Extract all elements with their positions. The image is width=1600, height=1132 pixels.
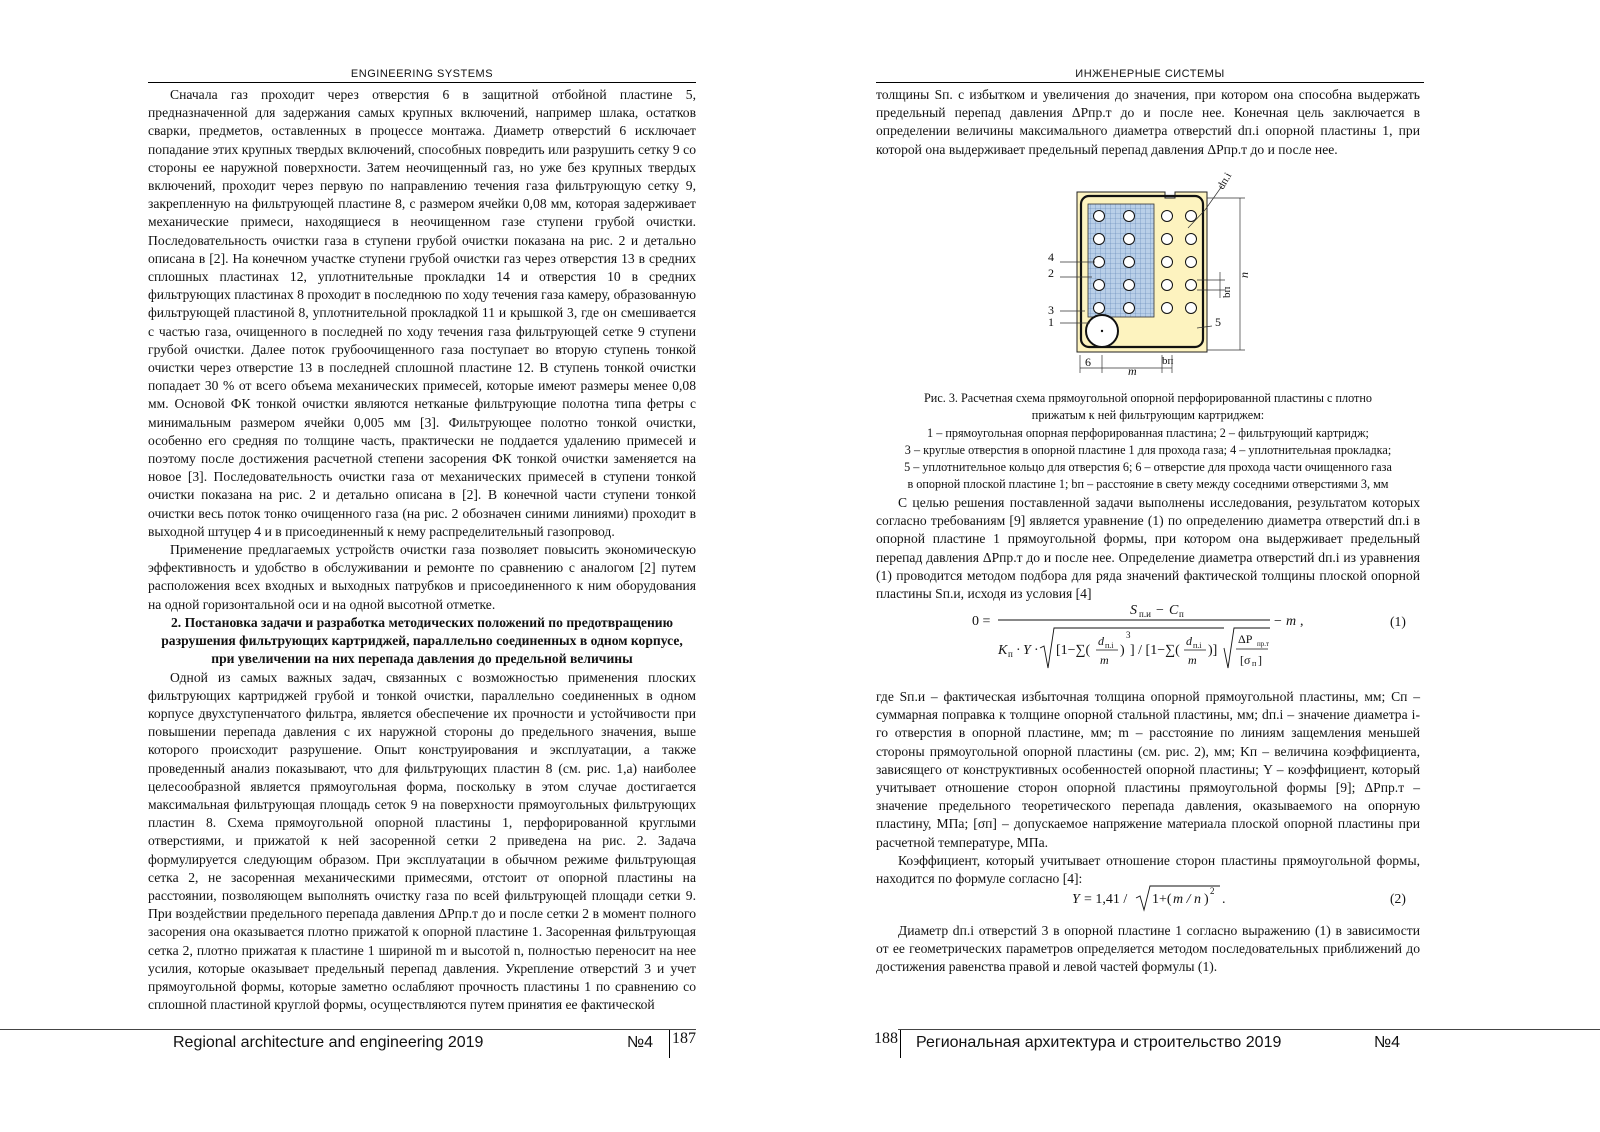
page-number: 187 xyxy=(669,1030,696,1058)
paragraph: где Sп.и – фактическая избыточная толщина опорной прямоугольной пластины, мм; Cп – суммарная поправка к толщине опорной стальной пластины, мм; dп.i – значение диаметра i-го отверстия в опорной пластине, мм; m – расстояние по линиям защемления меньшей стороны прямоугольной опорной пластины (см. рис. 2), мм; Kп – величина коэффициента, зависящего от конструктивных особенностей опорной пластины; Y – коэффициент, который учитывает отношение сторон опорной пластины прямоугольной формы [9]; ΔPпр.т – значение предельного теоретического перепада давления, оказываемого на опорную пластину, МПа; [σп] – допускаемое напряжение материала плоской опорной пластины при расчетной температуре, МПа. xyxy=(876,689,1420,850)
footer-issue: №4 xyxy=(1374,1034,1401,1051)
paragraph: Коэффициент, который учитывает отношение сторон пластины прямоугольной формы, находится по формуле согласно [4]: xyxy=(876,852,1420,887)
svg-text:Y: Y xyxy=(1023,643,1031,658)
footer-journal-title: Regional architecture and engineering 2019 xyxy=(173,1034,484,1051)
label-4: 4 xyxy=(1048,250,1054,264)
equation-1-number: (1) xyxy=(1390,614,1406,629)
svg-text:= 1,41 /: = 1,41 / xyxy=(1084,892,1128,907)
header-rule xyxy=(148,82,696,83)
label-5: 5 xyxy=(1215,315,1221,329)
svg-text:·: · xyxy=(1016,643,1021,658)
svg-text:.: . xyxy=(1222,892,1226,907)
svg-text:[σ: [σ xyxy=(1240,653,1251,667)
running-header: ENGINEERING SYSTEMS xyxy=(350,68,494,80)
paragraph: Одной из самых важных задач, связанных с возможностью применения плоских фильтрующих картриджей грубой и тонкой очистки, параллельно соединенных в одном корпусе двухступенчатого фильтра, является обеспечение их прочности и устойчивости при повышении перепада давления с их наружной стороны до предельного значения, выше которого происходит разрушение. Опыт конструирования и эксплуатации, а также проведенный анализ показывают, что для фильтрующих пластин 8 (см. рис. 1,а) наиболее целесообразной является прямоугольная форма, поскольку в этом случае достигается максимальная фильтрующая площадь сеток 9 на поверхности прямоугольных фильтрующих пластин 8. Схема прямоугольной опорной пластины 1, перфорированной круглыми отверстиями, и прижатой к ней засоренной сетки 2 приведена на рис. 2. Задача формулируется следующим образом. При эксплуатации в обычном режиме фильтрующая сетка 2, не засоренная механическими примесями, отстоит от опорной пластины на расстоянии, позволяющем выполнять очистку газа по всей фильтрующей площади сетки 9. При воздействии предельного перепада давления ΔPпр.т до и после сетки 2 в момент полного засорения она оказывается плотно прижатой к опорной пластине 1. Засоренная фильтрующая сетка 2, плотно прижатая к пластине 1 шириной m и высотой n, полностью переносит на нее усилия, которые оказывает предельный перепад давления. Укрепление отверстий 3 и учет прямоугольной формы, которые заметно ослабляют прочность пластины 1 по сравнению со сплошной пластиной круглой формы, осуществляются путем принятия ее фактической xyxy=(148,669,696,1013)
svg-text:п.i: п.i xyxy=(1105,641,1114,650)
caption-line: 1 – прямоугольная опорная перфорированная пластина; 2 – фильтрующий картридж; xyxy=(927,425,1369,440)
svg-text:п: п xyxy=(1008,649,1013,659)
svg-text:S: S xyxy=(1130,603,1137,618)
svg-text:1+(: 1+( xyxy=(1152,892,1172,907)
right-page xyxy=(800,0,1600,1132)
svg-text:п: п xyxy=(1179,609,1184,619)
right-para-d xyxy=(876,922,1420,977)
footer-rule xyxy=(898,1029,1600,1030)
page-number: 188 xyxy=(872,1030,901,1058)
svg-text:−: − xyxy=(1156,603,1164,618)
svg-text:п.и: п.и xyxy=(1139,609,1151,619)
footer-issue: №4 xyxy=(627,1034,654,1051)
label-bn-v: bп xyxy=(1221,286,1233,298)
svg-text:m: m xyxy=(1188,653,1197,667)
right-para-a xyxy=(876,494,1420,603)
right-para-b xyxy=(876,688,1420,888)
paragraph: толщины Sп. с избытком и увеличения до значения, при котором она способна выдержать предельный перепад давления ΔPпр.т до и после нее. Конечная цель заключается в определении величины максимального диаметра отверстий dп.i опорной пластины 1, при которой она выдерживает предельный перепад давления ΔPпр.т до и после нее. xyxy=(876,87,1420,157)
svg-text:] / [1−∑(: ] / [1−∑( xyxy=(1130,643,1180,658)
caption-line: прижатым к ней фильтрующим картриджем: xyxy=(1031,408,1265,423)
svg-text:Y: Y xyxy=(1072,892,1080,907)
equation-1 xyxy=(970,598,1340,678)
figure-caption xyxy=(876,390,1420,494)
svg-text:m / n: m / n xyxy=(1173,892,1201,907)
svg-text:]: ] xyxy=(1258,653,1262,667)
caption-line: 5 – уплотнительное кольцо для отверстия 6; 6 – отверстие для прохода части очищенного газа xyxy=(904,460,1392,475)
paragraph: Сначала газ проходит через отверстия 6 в защитной отбойной пластине 5, предназначенной для задержания самых крупных включений, например шлака, остатков сварки, предметов, оставленных в процессе монтажа. Диаметр отверстий 6 исключает попадание этих крупных твердых включений, способных повредить или разрушить сетку 9 со стороны ее наружной поверхности. Затем неочищенный газ, но уже без крупных твердых включений, проходит через первую по направлению течения газа фильтрующую сетку 9, закрепленную на фильтрующей пластине 8, с размером ячейки 0,08 мм, которая задерживает механические примеси, находящиеся в неочищенном газе ступени грубой очистки. Последовательность очистки газа в ступени грубой очистки показана на рис. 2 и детально описана в [2]. На конечном участке ступени грубой очистки газ через отверстия 13 в средних сплошных пластинах 12, уплотнительные прокладки 14 и отверстия 10 в средних фильтрующих пластинах 8 проходит в последнюю по ходу течения газа камеру, образованную фильтрующей пластиной 8, уплотнительной прокладкой 11 и крышкой 3, где он смешивается с частью газа, очищенного в последней по ходу течения газа фильтрующей сетке 9 ступени грубой очистки. Далее поток грубоочищенного газа поступает во вторую ступень тонкой очистки через отверстие 13 в последней сплошной пластине 12. В ступень тонкой очистки попадает 30 % от всего объема механических примесей, которые имеют размеры менее 0,08 мм. Основой ФК тонкой очистки являются нетканые фильтрующие полотна типа фетры с минимальным размером ячейки 0,005 мм [3]. Фильтрующее полотно тонкой очистки, особенно его средняя по толщине часть, практически не поддается удалению примесей и поэтому после достижения расчетной степени засорения ФК тонкой очистки заменяется на новое [3]. Последовательность очистки газа от механических примесей в ступени тонкой очистки показана на рис. 2 и детально описана в [2]. В конечной части ступени тонкой очистки весь поток тонко очищенного газа (на рис. 2 обозначен синими линиями) проходит в выходной штуцер 4 и в присоединенный к нему распределительный газопровод. xyxy=(148,87,696,539)
svg-text:2: 2 xyxy=(1210,886,1215,896)
svg-text:)]: )] xyxy=(1208,643,1218,658)
svg-text:,: , xyxy=(1300,614,1304,629)
figure-3-diagram xyxy=(1040,168,1280,383)
svg-text:3: 3 xyxy=(1126,630,1131,640)
svg-text:[1−∑(: [1−∑( xyxy=(1056,643,1091,658)
paragraph: Диаметр dп.i отверстий 3 в опорной пластине 1 согласно выражению (1) в зависимости от ее геометрических параметров определяется методом последовательных приближений до достижения равенства правой и левой частей формулы (1). xyxy=(876,923,1420,975)
header-rule xyxy=(876,82,1424,83)
svg-text:−: − xyxy=(1274,614,1282,629)
caption-line: Рис. 3. Расчетная схема прямоугольной опорной перфорированной пластины с плотно xyxy=(924,391,1372,405)
svg-text:d: d xyxy=(1186,634,1192,648)
svg-text:): ) xyxy=(1120,643,1125,658)
svg-text:ΔP: ΔP xyxy=(1238,632,1253,646)
left-body xyxy=(148,86,696,1014)
paragraph: С целью решения поставленной задачи выполнены исследования, результатом которых согласно требованиям [9] является уравнение (1) по определению диаметра отверстий dп.i в опорной пластине 1 прямоугольной формы, при котором она выдерживает предельный перепад давления ΔPпр.т до и после нее. Определение диаметра отверстий dп.i из уравнения (1) проводится методом подбора для ряда значений фактической толщины плоской опорной пластины Sп.и, исходя из условия [4] xyxy=(876,495,1420,602)
equation-2-number: (2) xyxy=(1390,891,1406,906)
svg-text:пр.т: пр.т xyxy=(1257,640,1270,648)
svg-text:0 =: 0 = xyxy=(972,614,991,629)
equation-2 xyxy=(1070,880,1240,914)
paragraph: Применение предлагаемых устройств очистки газа позволяет повысить экономическую эффективность и удобство в обслуживании и ремонте по сравнению с аналогом [2] путем расположения всех входных и выходных патрубков и присоединенного к ним оборудования на одной горизонтальной оси и на одной высотной отметке. xyxy=(148,542,696,612)
label-2: 2 xyxy=(1048,266,1054,280)
caption-line: 3 – круглые отверстия в опорной пластине 1 для прохода газа; 4 – уплотнительная прокладка; xyxy=(904,442,1392,457)
svg-text:п: п xyxy=(1252,659,1257,668)
label-d: dп.i xyxy=(1215,170,1235,192)
svg-text:d: d xyxy=(1098,634,1104,648)
svg-text:C: C xyxy=(1169,603,1179,618)
label-6: 6 xyxy=(1085,355,1091,369)
label-m: m xyxy=(1128,364,1137,378)
label-3: 3 xyxy=(1048,303,1054,317)
right-intro xyxy=(876,86,1420,159)
svg-text:m: m xyxy=(1100,653,1109,667)
section-heading: 2. Постановка задачи и разработка методических положений по предотвращению разрушения фильтрующих картриджей, параллельно соединенных в одном корпусе, при увеличении на них перепада давления до предельной величины xyxy=(161,614,683,667)
svg-text:·: · xyxy=(1034,643,1039,658)
label-n: n xyxy=(1237,272,1251,278)
footer-rule xyxy=(0,1029,696,1030)
label-1: 1 xyxy=(1048,315,1054,329)
svg-text:): ) xyxy=(1204,892,1209,907)
svg-text:п.i: п.i xyxy=(1193,641,1202,650)
svg-text:m: m xyxy=(1286,614,1297,629)
running-header: ИНЖЕНЕРНЫЕ СИСТЕМЫ xyxy=(1075,68,1225,80)
label-bn-h: bп xyxy=(1162,355,1174,367)
svg-text:K: K xyxy=(998,643,1008,658)
footer-journal-title: Региональная архитектура и строительство 2019 xyxy=(916,1034,1282,1051)
caption-line: в опорной плоской пластине 1; bп – расстояние в свету между соседними отверстиями 3, мм xyxy=(907,477,1389,492)
